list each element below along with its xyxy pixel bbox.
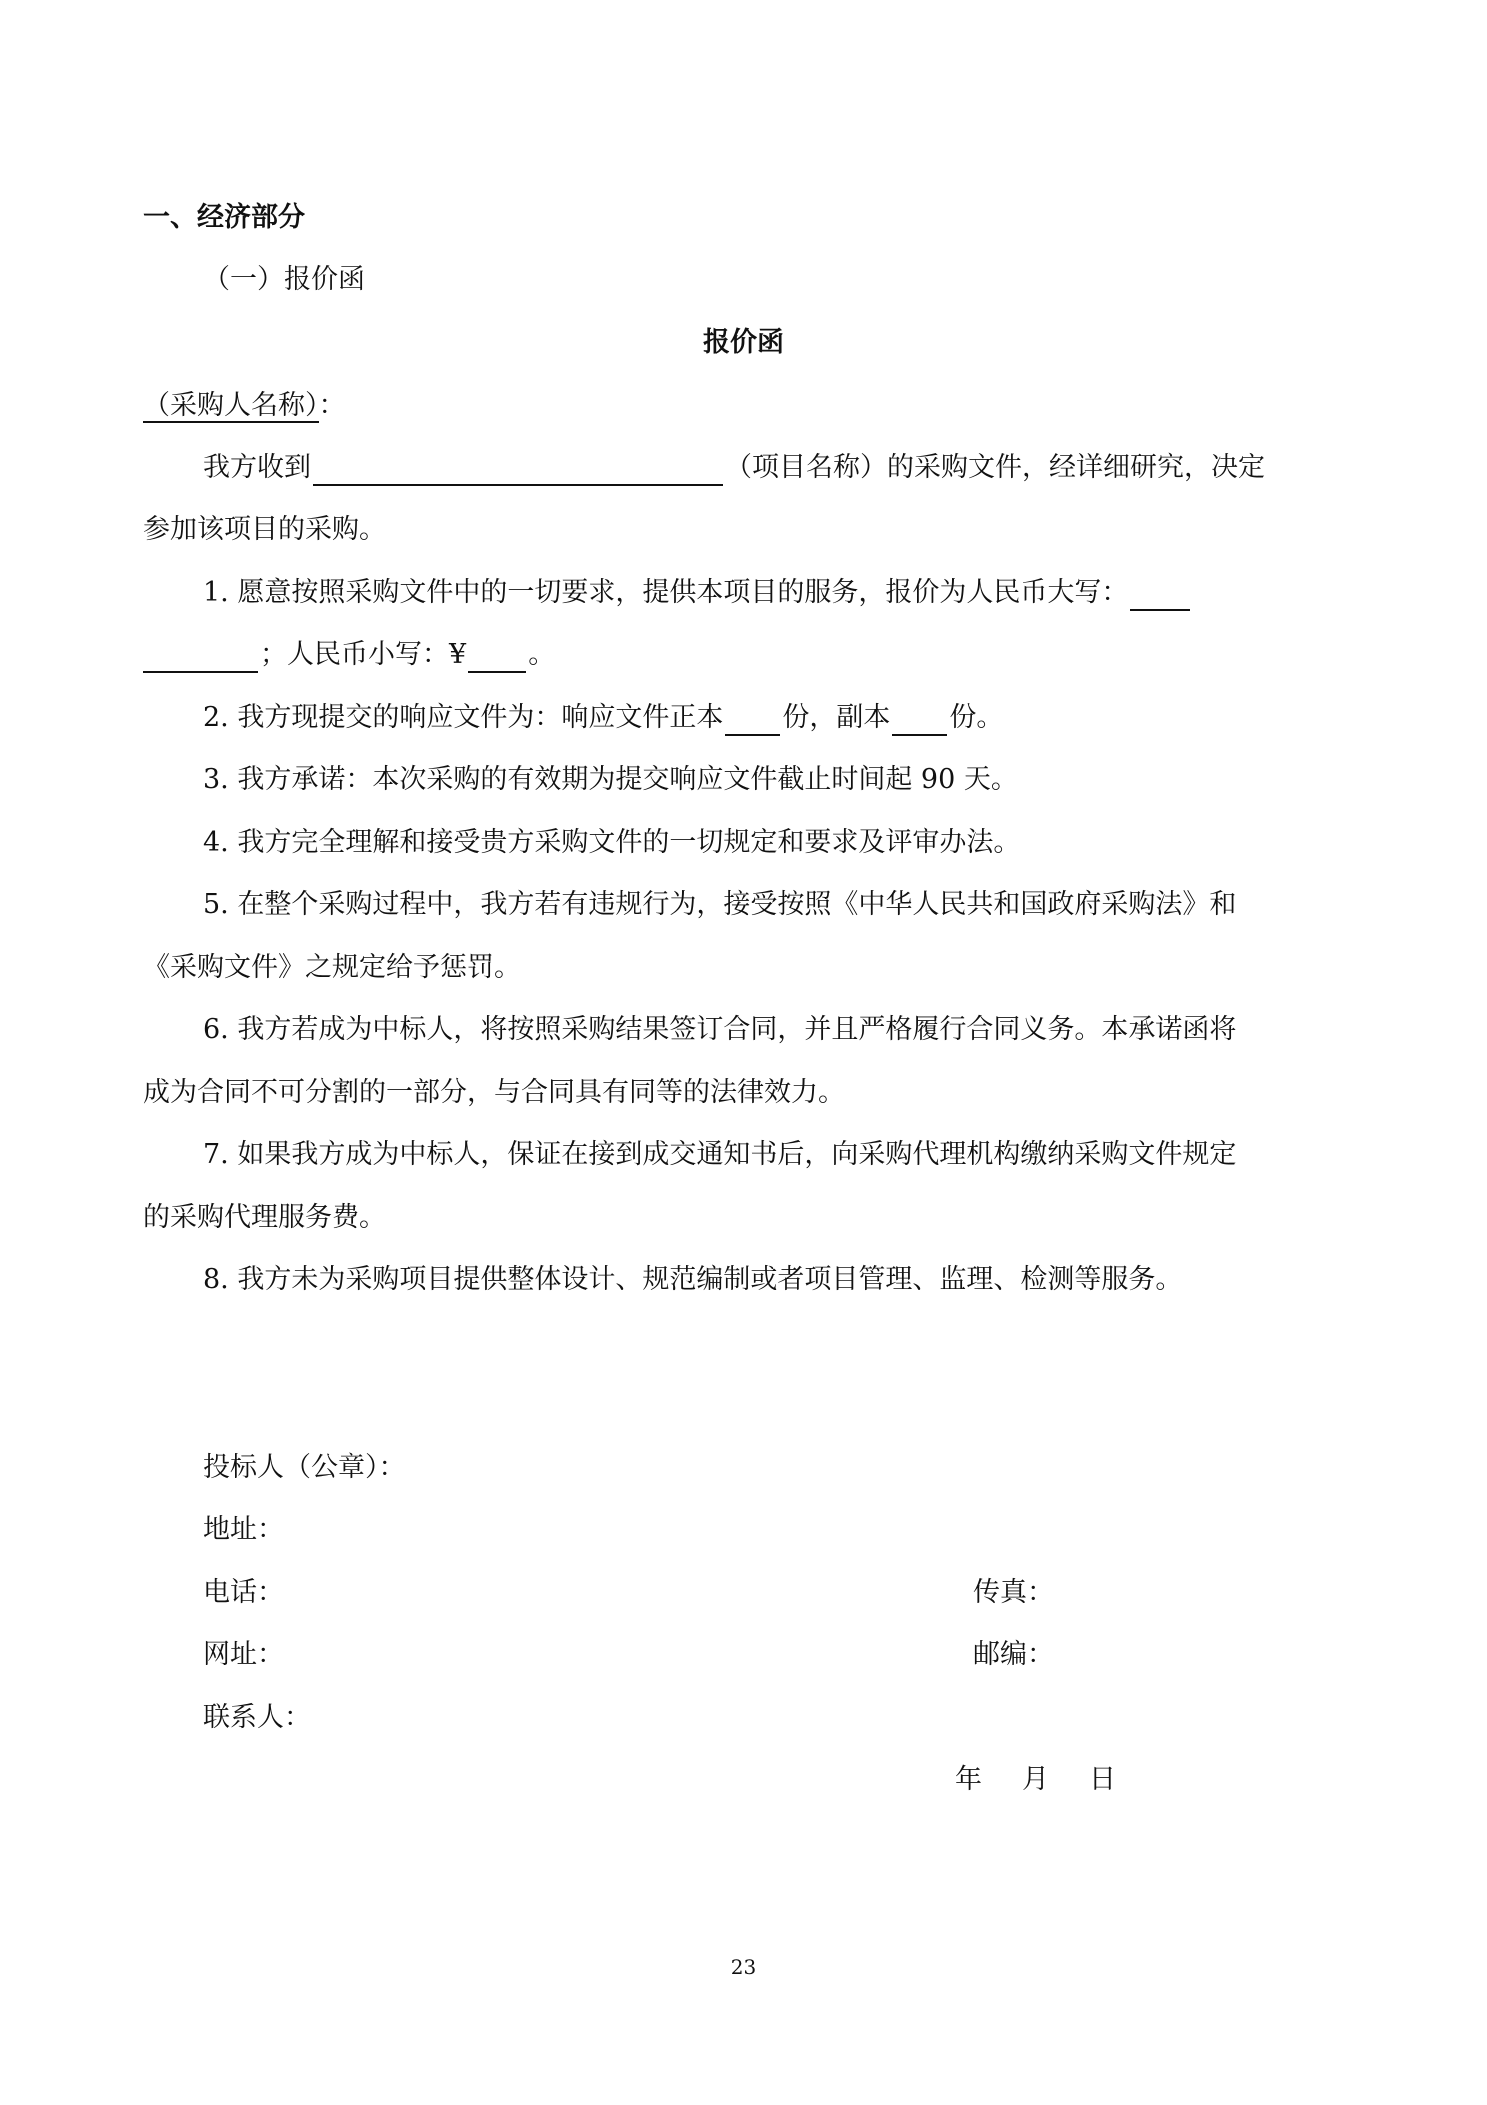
item-7-line-b: 的采购代理服务费。 [143,1202,386,1233]
item-7-line-a: 7. 如果我方成为中标人，保证在接到成交通知书后，向采购代理机构缴纳采购文件规定 [203,1139,1237,1170]
bidder-seal-label: 投标人（公章）： [203,1452,406,1483]
item-8: 8. 我方未为采购项目提供整体设计、规范编制或者项目管理、监理、检测等服务。 [203,1264,1183,1295]
intro-suffix: （项目名称）的采购文件，经详细研究，决定 [725,452,1265,483]
item-1-text: 1. 愿意按照采购文件中的一切要求，提供本项目的服务，报价为人民币大写： [203,577,1129,608]
intro-line [203,450,1403,486]
phone-label: 电话： [203,1577,284,1608]
item-6-line-b: 成为合同不可分割的一部分，与合同具有同等的法律效力。 [143,1077,845,1108]
item-2 [203,700,1403,736]
original-copies-blank [725,704,780,736]
item-5-line-b: 《采购文件》之规定给予惩罚。 [143,952,521,983]
item-3: 3. 我方承诺：本次采购的有效期为提交响应文件截止时间起 90 天。 [203,764,1018,795]
item-1-end: 。 [528,639,556,670]
addressee-name: （采购人名称） [143,390,319,421]
item-1-line-b [143,637,1343,673]
price-figure-blank [468,641,526,673]
addressee-line [143,388,1343,424]
duplicate-copies-blank [892,704,947,736]
website-label: 网址： [203,1639,284,1670]
item-4: 4. 我方完全理解和接受贵方采购文件的一切规定和要求及评审办法。 [203,827,1021,858]
item-5-line-a: 5. 在整个采购过程中，我方若有违规行为，接受按照《中华人民共和国政府采购法》和 [203,889,1237,920]
price-words-blank-b [143,641,258,673]
item-2-text-b: 份，副本 [782,702,891,733]
address-label: 地址： [203,1514,284,1545]
item-1-text-b: ；人民币小写：¥ [260,639,467,670]
fax-label: 传真： [973,1577,1054,1608]
item-2-text-c: 份。 [949,702,1004,733]
intro-cont: 参加该项目的采购。 [143,514,386,545]
date-day: 日 [1089,1764,1116,1795]
contact-label: 联系人： [203,1702,311,1733]
project-name-blank [313,454,723,486]
date-line [955,1762,1156,1798]
page-number: 23 [730,1955,757,1979]
postcode-label: 邮编： [973,1639,1054,1670]
subsection-title: （一）报价函 [203,264,365,295]
item-1-line-a [203,575,1403,611]
doc-title: 报价函 [703,327,784,358]
section-title: 一、经济部分 [143,202,305,233]
addressee-colon: ： [318,390,346,421]
item-6-line-a: 6. 我方若成为中标人，将按照采购结果签订合同，并且严格履行合同义务。本承诺函将 [203,1014,1237,1045]
date-year: 年 [955,1764,982,1795]
item-2-text-a: 2. 我方现提交的响应文件为：响应文件正本 [203,702,724,733]
price-words-blank-a [1130,579,1190,611]
intro-prefix: 我方收到 [203,452,311,483]
date-month: 月 [1022,1764,1049,1795]
